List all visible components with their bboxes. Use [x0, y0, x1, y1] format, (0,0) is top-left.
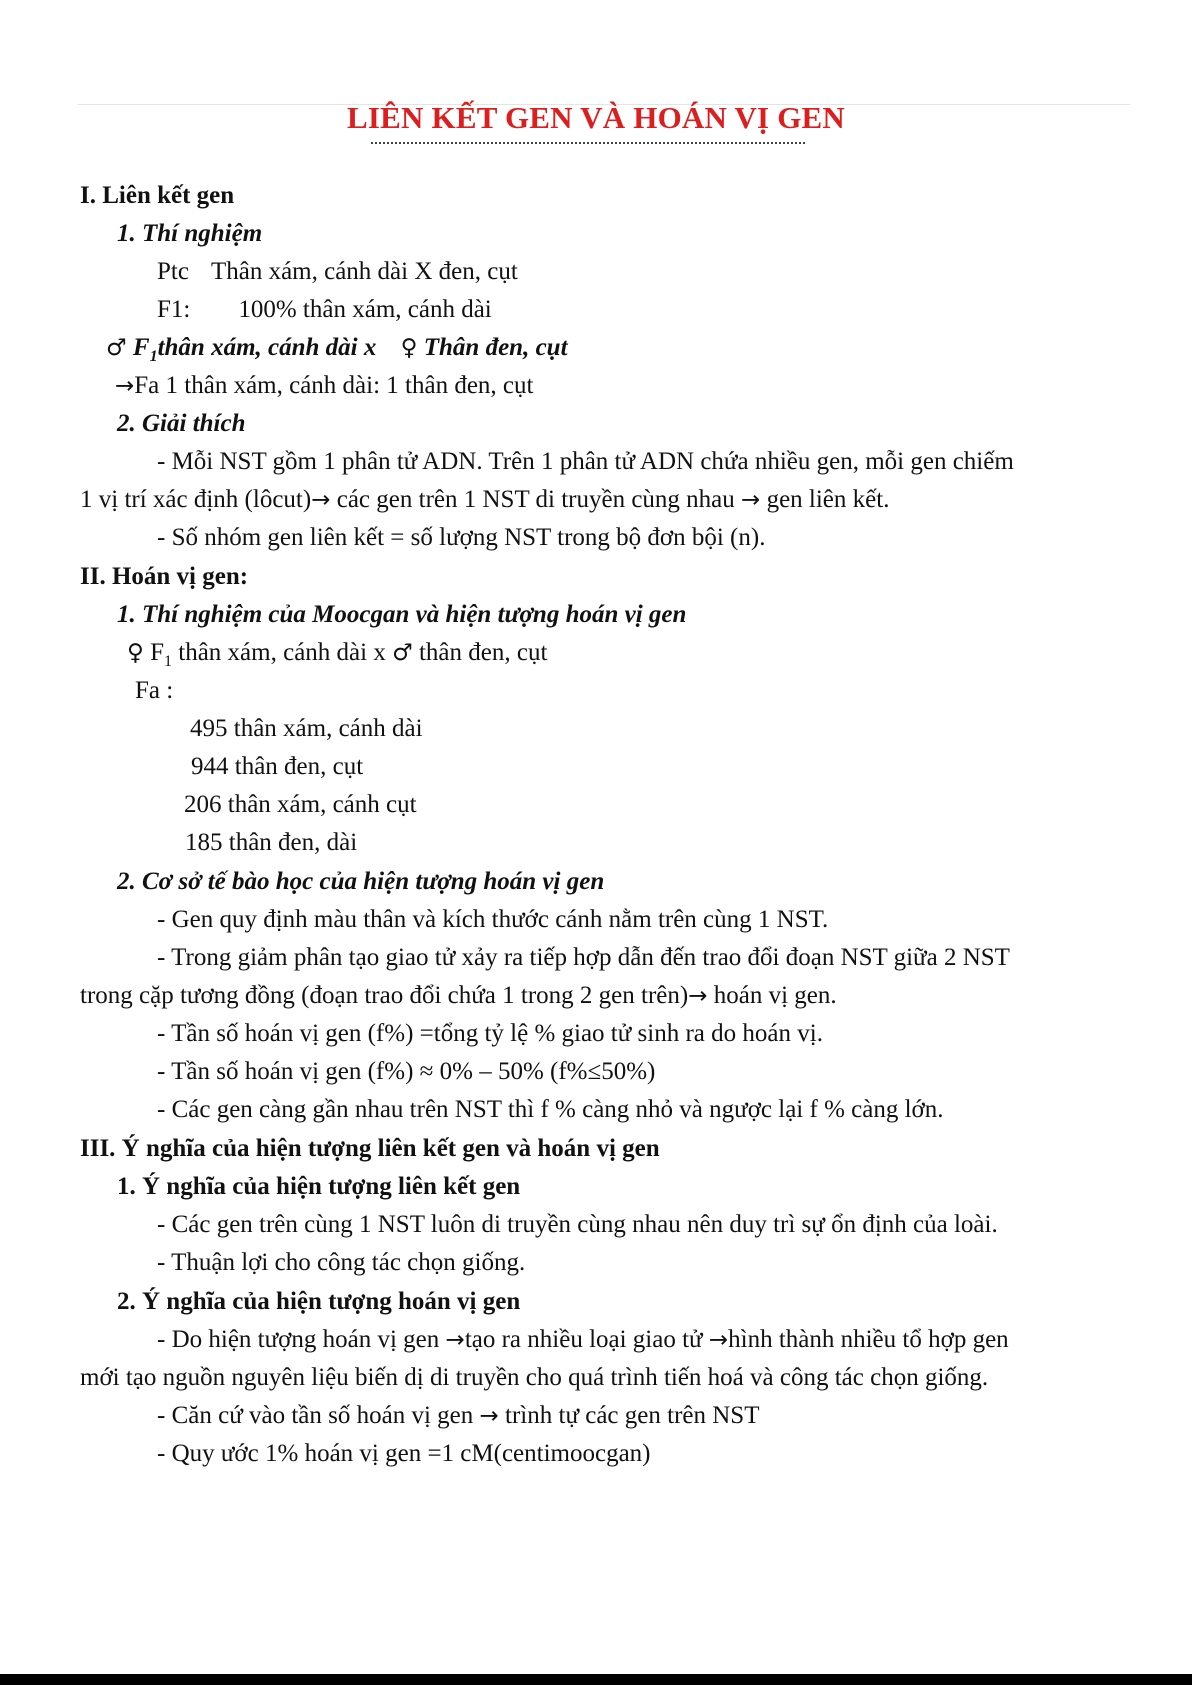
- fa-result-3: 206 thân xám, cánh cụt: [184, 791, 417, 818]
- arrow-icon: →: [688, 983, 708, 1009]
- title-underline: [371, 142, 805, 144]
- arrow-icon: →: [708, 1327, 729, 1353]
- crossover-para-1a: - Do hiện tượng hoán vị gen →tạo ra nhiều loại giao tử →hình thành nhiều tổ hợp gen: [157, 1326, 1009, 1353]
- f1-label: F1:: [157, 296, 191, 323]
- arrow-icon: →: [445, 1327, 465, 1353]
- ptc-text: Thân xám, cánh dài X đen, cụt: [210, 258, 518, 285]
- basis-para-1: - Gen quy định màu thân và kích thước cánh nằm trên cùng 1 NST.: [157, 906, 829, 933]
- subheading-linkage-significance: 1. Ý nghĩa của hiện tượng liên kết gen: [117, 1173, 521, 1200]
- cross-male-text: thân xám, cánh dài x: [157, 334, 377, 361]
- female-icon: ♀: [400, 335, 418, 361]
- male-icon: ♂: [392, 640, 413, 666]
- female-icon: ♀: [127, 640, 144, 666]
- crossover-para-3: - Quy ước 1% hoán vị gen =1 cM(centimoocgan): [157, 1440, 651, 1467]
- arrow-icon: →: [311, 487, 331, 513]
- subheading-explanation: 2. Giải thích: [117, 410, 246, 437]
- basis-para-4: - Tần số hoán vị gen (f%) ≈ 0% – 50% (f%≤50%): [157, 1058, 656, 1085]
- male-icon: ♂: [106, 335, 127, 361]
- arrow-icon: →: [115, 373, 135, 399]
- explanation-para-1b: 1 vị trí xác định (lôcut)→ các gen trên 1 NST di truyền cùng nhau → gen liên kết.: [80, 486, 890, 513]
- fa-label: Fa :: [135, 677, 174, 704]
- section-1-heading: I. Liên kết gen: [80, 182, 235, 209]
- fa-result-text: Fa 1 thân xám, cánh dài: 1 thân đen, cụt: [134, 372, 534, 399]
- subheading-cytological-basis: 2. Cơ sở tế bào học của hiện tượng hoán vị gen: [117, 868, 605, 895]
- ptc-label: Ptc: [157, 258, 189, 285]
- f1-line: [157, 294, 492, 326]
- crossover-para-2: - Căn cứ vào tần số hoán vị gen → trình tự các gen trên NST: [157, 1402, 760, 1429]
- basis-para-3: - Tần số hoán vị gen (f%) =tổng tỷ lệ % giao tử sinh ra do hoán vị.: [157, 1020, 823, 1047]
- cross-female-text: Thân đen, cụt: [423, 334, 568, 361]
- subheading-morgan-experiment: 1. Thí nghiệm của Moocgan và hiện tượng hoán vị gen: [117, 601, 687, 628]
- cross-line-2: ♀ $F_1$ thân xám, cánh dài x ♂ thân đen, cụt: [127, 639, 548, 670]
- page-title: LIÊN KẾT GEN VÀ HOÁN VỊ GEN: [346, 100, 846, 135]
- explanation-para-1a: - Mỗi NST gồm 1 phân tử ADN. Trên 1 phân tử ADN chứa nhiều gen, mỗi gen chiếm: [157, 448, 1014, 475]
- crossover-para-1b: mới tạo nguồn nguyên liệu biến dị di truyền cho quá trình tiến hoá và công tác chọn giống.: [80, 1364, 989, 1391]
- fa-result-2: 944 thân đen, cụt: [191, 753, 364, 780]
- basis-para-2b: trong cặp tương đồng (đoạn trao đổi chứa 1 trong 2 gen trên)→ hoán vị gen.: [80, 982, 837, 1009]
- subheading-experiment: 1. Thí nghiệm: [117, 220, 263, 247]
- arrow-icon: →: [479, 1403, 499, 1429]
- section-3-heading: III. Ý nghĩa của hiện tượng liên kết gen và hoán vị gen: [80, 1135, 660, 1162]
- section-2-heading: II. Hoán vị gen:: [80, 563, 249, 590]
- arrow-icon: →: [741, 487, 761, 513]
- subheading-crossover-significance: 2. Ý nghĩa của hiện tượng hoán vị gen: [117, 1288, 521, 1315]
- ptc-line: [157, 256, 518, 288]
- basis-para-5: - Các gen càng gần nhau trên NST thì f % càng nhỏ và ngược lại f % càng lớn.: [157, 1096, 944, 1123]
- explanation-para-2: - Số nhóm gen liên kết = số lượng NST trong bộ đơn bội (n).: [157, 524, 766, 551]
- basis-para-2a: - Trong giảm phân tạo giao tử xảy ra tiếp hợp dẫn đến trao đổi đoạn NST giữa 2 NST: [157, 944, 1010, 971]
- fa-result-1: 495 thân xám, cánh dài: [190, 715, 423, 742]
- cross-line: ♂ $F_1thân$ xám, cánh dài x ♀ Thân đen, cụt: [106, 334, 568, 365]
- fa-result-4: 185 thân đen, dài: [185, 829, 358, 856]
- fa-result-line: [115, 370, 533, 402]
- bottom-border: [0, 1674, 1192, 1685]
- f1-text: 100% thân xám, cánh dài: [238, 296, 492, 323]
- linkage-para-1: - Các gen trên cùng 1 NST luôn di truyền cùng nhau nên duy trì sự ổn định của loài.: [157, 1211, 998, 1238]
- linkage-para-2: - Thuận lợi cho công tác chọn giống.: [157, 1249, 526, 1276]
